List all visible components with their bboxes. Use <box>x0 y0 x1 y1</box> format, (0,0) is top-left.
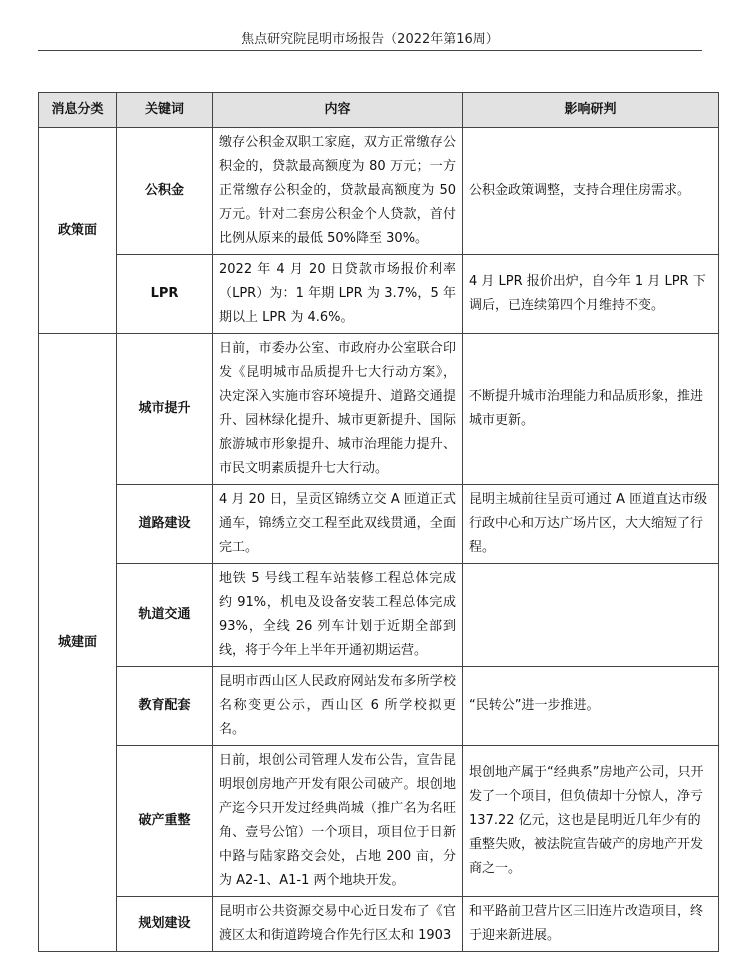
keyword-cell: LPR <box>117 255 213 334</box>
impact-cell: “民转公”进一步推进。 <box>463 667 719 746</box>
table-row <box>39 564 719 667</box>
table-row <box>39 485 719 564</box>
content-cell: 昆明市公共资源交易中心近日发布了《官渡区太和街道跨境合作先行区太和 1903 <box>213 897 463 952</box>
category-cell-construction: 城建面 <box>39 334 117 952</box>
keyword-cell: 轨道交通 <box>117 564 213 667</box>
keyword-cell: 破产重整 <box>117 746 213 897</box>
table-row <box>39 667 719 746</box>
news-table <box>38 92 719 952</box>
content-cell: 地铁 5 号线工程车站装修工程总体完成约 91%，机电及设备安装工程总体完成 93%，全线 26 列车计划于近期全部到线，将于今年上半年开通初期运营。 <box>213 564 463 667</box>
col-header-category: 消息分类 <box>39 93 117 128</box>
keyword-cell: 城市提升 <box>117 334 213 485</box>
keyword-cell: 教育配套 <box>117 667 213 746</box>
impact-cell: 垠创地产属于“经典系”房地产公司，只开发了一个项目，但负债却十分惊人，净亏 137.22 亿元，这也是昆明近几年少有的重整失败，被法院宣告破产的房地产开发商之一。 <box>463 746 719 897</box>
content-cell: 日前，市委办公室、市政府办公室联合印发《昆明城市品质提升七大行动方案》，决定深入实施市容环境提升、道路交通提升、园林绿化提升、城市更新提升、国际旅游城市形象提升、城市治理能力提升、市民文明素质提升七大行动。 <box>213 334 463 485</box>
impact-cell <box>463 564 719 667</box>
impact-cell: 不断提升城市治理能力和品质形象，推进城市更新。 <box>463 334 719 485</box>
col-header-impact: 影响研判 <box>463 93 719 128</box>
table-row <box>39 334 719 485</box>
impact-cell: 公积金政策调整，支持合理住房需求。 <box>463 128 719 255</box>
table-header-row <box>39 93 719 128</box>
content-cell: 昆明市西山区人民政府网站发布多所学校名称变更公示，西山区 6 所学校拟更名。 <box>213 667 463 746</box>
keyword-cell: 公积金 <box>117 128 213 255</box>
table-row <box>39 255 719 334</box>
col-header-content: 内容 <box>213 93 463 128</box>
impact-cell: 和平路前卫营片区三旧连片改造项目，终于迎来新进展。 <box>463 897 719 952</box>
category-cell-policy: 政策面 <box>39 128 117 334</box>
content-cell: 日前，垠创公司管理人发布公告，宣告昆明垠创房地产开发有限公司破产。垠创地产迄今只开发过经典尚城（推广名为名旺角、壹号公馆）一个项目，项目位于日新中路与陆家路交会处，占地 200 亩，分为 A2-1、A1-1 两个地块开发。 <box>213 746 463 897</box>
content-cell: 2022 年 4 月 20 日贷款市场报价利率（LPR）为：1 年期 LPR 为 3.7%，5 年期以上 LPR 为 4.6%。 <box>213 255 463 334</box>
col-header-keyword: 关键词 <box>117 93 213 128</box>
impact-cell: 4 月 LPR 报价出炉，自今年 1 月 LPR 下调后，已连续第四个月维持不变。 <box>463 255 719 334</box>
content-cell: 缴存公积金双职工家庭，双方正常缴存公积金的，贷款最高额度为 80 万元；一方正常缴存公积金的，贷款最高额度为 50 万元。针对二套房公积金个人贷款，首付比例从原来的最低 50%降至 30%。 <box>213 128 463 255</box>
table-row <box>39 897 719 952</box>
content-cell: 4 月 20 日，呈贡区锦绣立交 A 匝道正式通车，锦绣立交工程至此双线贯通，全面完工。 <box>213 485 463 564</box>
keyword-cell: 规划建设 <box>117 897 213 952</box>
page-header-title: 焦点研究院昆明市场报告（2022年第16周） <box>241 32 499 47</box>
keyword-cell: 道路建设 <box>117 485 213 564</box>
header-divider <box>38 50 702 51</box>
impact-cell: 昆明主城前往呈贡可通过 A 匝道直达市级行政中心和万达广场片区，大大缩短了行程。 <box>463 485 719 564</box>
table-row <box>39 746 719 897</box>
table-row <box>39 128 719 255</box>
